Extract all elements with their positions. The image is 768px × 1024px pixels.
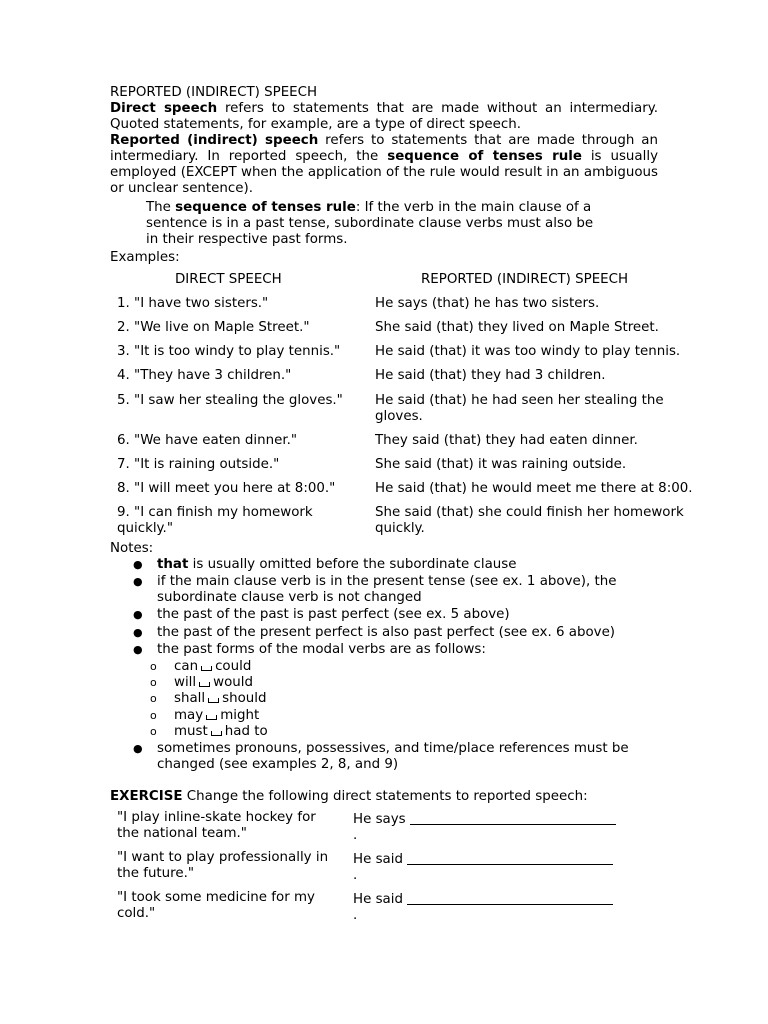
exercise-quote: "I took some medicine for my cold." (117, 890, 315, 921)
direct-cell: 6. "We have eaten dinner." (117, 433, 298, 448)
note-item: the past of the past is past perfect (see ex. 5 above) (157, 607, 510, 622)
note-item: if the main clause verb is in the present tense (see ex. 1 above), the subordinate clause verb is not changed (157, 574, 617, 605)
direct-cell: 1. "I have two sisters." (117, 296, 269, 311)
reported-cell: He said (that) they had 3 children. (375, 368, 606, 383)
rule-line2: sentence is in a past tense, subordinate clause verbs must also be (146, 216, 594, 231)
rule-line1: : If the verb in the main clause of a (355, 200, 592, 215)
direct-cell: 9. "I can finish my homework quickly." (117, 505, 313, 536)
circle-bullet-icon: o (150, 676, 157, 689)
intro-paragraph (110, 101, 658, 197)
answer-blank[interactable] (407, 890, 613, 905)
header-reported-speech: REPORTED (INDIRECT) SPEECH (421, 272, 629, 287)
arrow-icon (199, 682, 210, 687)
reported-cell: She said (that) it was raining outside. (375, 457, 627, 472)
modal-pair: may might (174, 708, 260, 723)
bullet-icon: ● (133, 626, 143, 639)
exercise-quote: "I want to play professionally in the future." (117, 850, 329, 881)
modal-pair: will would (174, 675, 253, 690)
arrow-icon (206, 715, 217, 720)
exercise-instruction: Change the following direct statements to reported speech: (182, 789, 588, 804)
exercise-quote: "I play inline-skate hockey for the national team." (117, 810, 316, 841)
modal-pair: must had to (174, 724, 268, 739)
reported-cell: They said (that) they had eaten dinner. (375, 433, 638, 448)
direct-cell: 4. "They have 3 children." (117, 368, 292, 383)
arrow-icon (211, 731, 222, 736)
circle-bullet-icon: o (150, 725, 157, 738)
direct-cell: 8. "I will meet you here at 8:00." (117, 481, 336, 496)
reported-cell: She said (that) they lived on Maple Street. (375, 320, 659, 335)
bullet-icon: ● (133, 558, 143, 571)
arrow-icon (201, 666, 212, 671)
rule-term: sequence of tenses rule (175, 200, 356, 215)
direct-cell: 3. "It is too windy to play tennis." (117, 344, 341, 359)
note-item: sometimes pronouns, possessives, and time/place references must be changed (see examples 2, 8, and 9) (157, 741, 629, 772)
bullet-icon: ● (133, 643, 143, 656)
header-direct-speech: DIRECT SPEECH (175, 272, 282, 287)
exercise-label: EXERCISE (110, 789, 183, 804)
page-title: REPORTED (INDIRECT) SPEECH (110, 85, 318, 100)
exercise-answer[interactable]: He said . (353, 890, 633, 924)
note-item: the past of the present perfect is also past perfect (see ex. 6 above) (157, 625, 616, 640)
note-that-term: that (157, 557, 189, 572)
answer-blank[interactable] (410, 810, 616, 825)
bullet-icon: ● (133, 742, 143, 755)
bullet-icon: ● (133, 575, 143, 588)
note-item (157, 557, 516, 573)
direct-speech-definition: refers to statements that are made without an intermediary. Quoted statements, for example, are a type of direct speech. (110, 101, 658, 132)
arrow-icon (208, 698, 219, 703)
direct-cell: 2. "We live on Maple Street." (117, 320, 310, 335)
circle-bullet-icon: o (150, 660, 157, 673)
rule-line3: in their respective past forms. (146, 232, 348, 247)
note-item: the past forms of the modal verbs are as follows: (157, 642, 486, 657)
direct-speech-term: Direct speech (110, 101, 218, 116)
direct-cell: 7. "It is raining outside." (117, 457, 280, 472)
exercise-answer[interactable]: He said . (353, 850, 633, 884)
exercise-heading (110, 789, 588, 805)
direct-cell: 5. "I saw her stealing the gloves." (117, 393, 343, 408)
reported-cell: He says (that) he has two sisters. (375, 296, 600, 311)
answer-blank[interactable] (407, 850, 613, 865)
rule-block (146, 200, 626, 248)
examples-label: Examples: (110, 250, 180, 265)
reported-speech-term: Reported (indirect) speech (110, 133, 319, 148)
modal-pair: shall should (174, 691, 267, 706)
rule-prefix: The (146, 200, 176, 215)
reported-cell: He said (that) he would meet me there at 8:00. (375, 481, 693, 496)
modal-pair: can could (174, 659, 252, 674)
bullet-icon: ● (133, 608, 143, 621)
reported-cell: She said (that) she could finish her homework quickly. (375, 505, 684, 536)
reported-speech-definition: refers to statements that are made through an intermediary. In reported speech, the (110, 133, 658, 164)
reported-cell: He said (that) it was too windy to play tennis. (375, 344, 681, 359)
circle-bullet-icon: o (150, 692, 157, 705)
sequence-rule-term: sequence of tenses rule (387, 149, 582, 164)
note-that-text: is usually omitted before the subordinate clause (188, 557, 517, 572)
reported-speech-definition-end: is usually employed (EXCEPT when the application of the rule would result in an ambiguous or unclear sentence). (110, 149, 658, 196)
circle-bullet-icon: o (150, 709, 157, 722)
exercise-answer[interactable]: He says . (353, 810, 633, 844)
notes-label: Notes: (110, 541, 154, 556)
reported-cell: He said (that) he had seen her stealing the gloves. (375, 393, 664, 424)
